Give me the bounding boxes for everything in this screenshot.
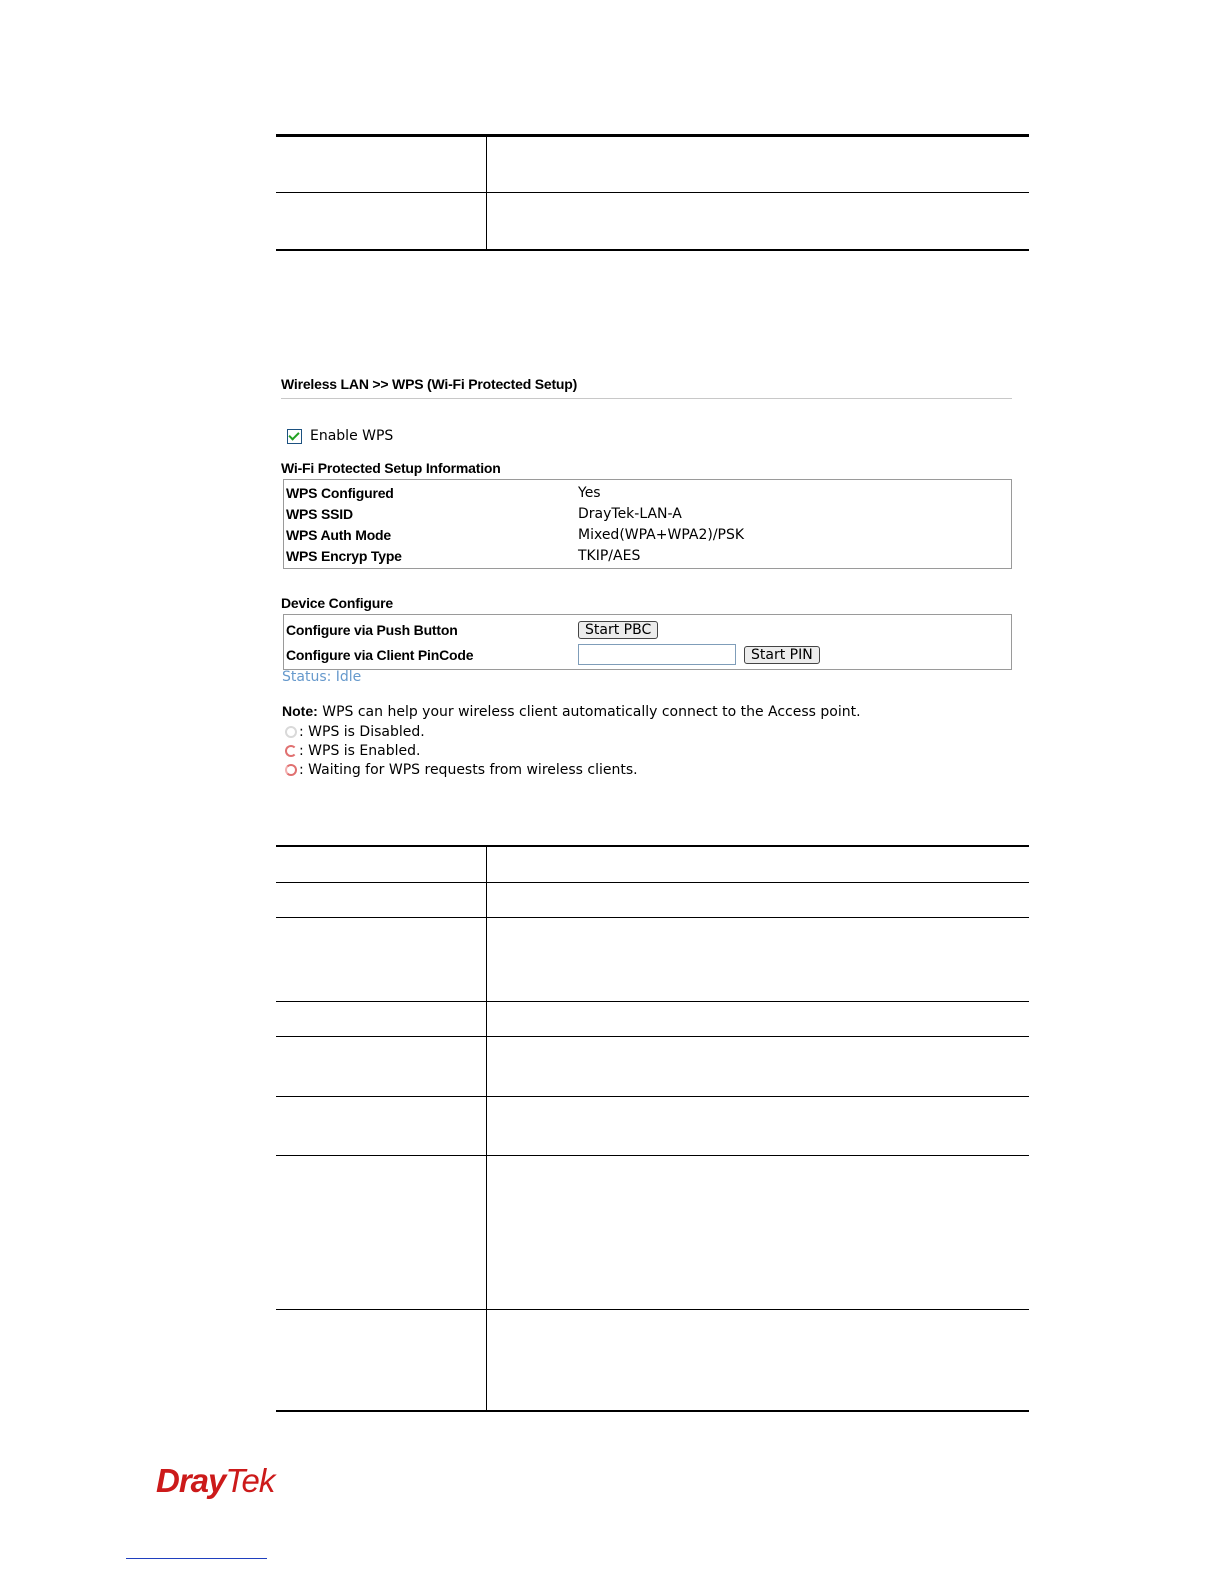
table-cell — [487, 1001, 1030, 1036]
note-label: Note: — [282, 703, 318, 719]
status-text: Status: Idle — [282, 669, 362, 685]
table-cell — [487, 1036, 1030, 1096]
device-configure-box — [283, 614, 1012, 670]
info-heading: Wi-Fi Protected Setup Information — [281, 460, 501, 476]
table-cell — [276, 846, 487, 882]
push-button-label: Configure via Push Button — [286, 621, 458, 638]
manual-table-bottom — [276, 845, 1029, 1412]
table-cell — [487, 136, 1030, 193]
legend-text: : WPS is Disabled. — [299, 724, 425, 740]
enable-wps-row[interactable] — [287, 428, 393, 444]
info-row — [284, 503, 1011, 524]
table-cell — [276, 1001, 487, 1036]
logo-part: Tek — [225, 1462, 275, 1499]
note-text — [282, 703, 861, 720]
info-value: Yes — [578, 484, 601, 501]
wps-panel — [281, 376, 1012, 778]
table-cell — [276, 1036, 487, 1096]
info-row — [284, 482, 1011, 503]
enable-wps-checkbox[interactable] — [287, 429, 302, 444]
draytek-logo — [156, 1462, 274, 1500]
table-cell — [487, 917, 1030, 1001]
page-title: Wireless LAN >> WPS (Wi-Fi Protected Setup) — [281, 376, 1012, 399]
info-value: Mixed(WPA+WPA2)/PSK — [578, 526, 745, 543]
info-key: WPS SSID — [286, 505, 353, 522]
start-pbc-button[interactable]: Start PBC — [578, 621, 658, 639]
pincode-input[interactable] — [578, 644, 736, 665]
device-configure-heading: Device Configure — [281, 595, 393, 611]
info-row — [284, 545, 1011, 566]
table-cell — [276, 1309, 487, 1411]
legend-enabled — [285, 743, 420, 759]
footer-underline — [126, 1558, 267, 1559]
info-value: DrayTek-LAN-A — [578, 505, 682, 522]
table-cell — [487, 882, 1030, 917]
enable-wps-label: Enable WPS — [310, 428, 394, 444]
note-body: WPS can help your wireless client automatically connect to the Access point. — [317, 704, 861, 720]
info-key: WPS Configured — [286, 484, 394, 501]
info-row — [284, 524, 1011, 545]
pincode-label: Configure via Client PinCode — [286, 646, 474, 663]
pincode-row — [284, 642, 1011, 667]
info-value: TKIP/AES — [578, 547, 641, 564]
table-cell — [276, 1096, 487, 1155]
table-cell — [487, 1096, 1030, 1155]
start-pin-button[interactable]: Start PIN — [744, 646, 820, 664]
logo-part: Dray — [156, 1462, 226, 1499]
legend-text: : WPS is Enabled. — [299, 743, 421, 759]
legend-text: : Waiting for WPS requests from wireless clients. — [299, 762, 638, 778]
table-cell — [487, 1155, 1030, 1309]
wps-enabled-icon — [285, 745, 297, 757]
info-box — [283, 479, 1012, 569]
table-cell — [487, 846, 1030, 882]
table-cell — [276, 136, 487, 193]
manual-table-top — [276, 134, 1029, 251]
table-cell — [276, 1155, 487, 1309]
table-cell — [487, 193, 1030, 250]
push-button-row — [284, 617, 1011, 642]
table-cell — [276, 882, 487, 917]
table-cell — [276, 917, 487, 1001]
legend-disabled — [285, 724, 425, 740]
info-key: WPS Encryp Type — [286, 547, 402, 564]
info-key: WPS Auth Mode — [286, 526, 391, 543]
wps-waiting-icon — [285, 764, 297, 776]
wps-disabled-icon — [285, 726, 297, 738]
legend-waiting — [285, 762, 638, 778]
table-cell — [487, 1309, 1030, 1411]
table-cell — [276, 193, 487, 250]
